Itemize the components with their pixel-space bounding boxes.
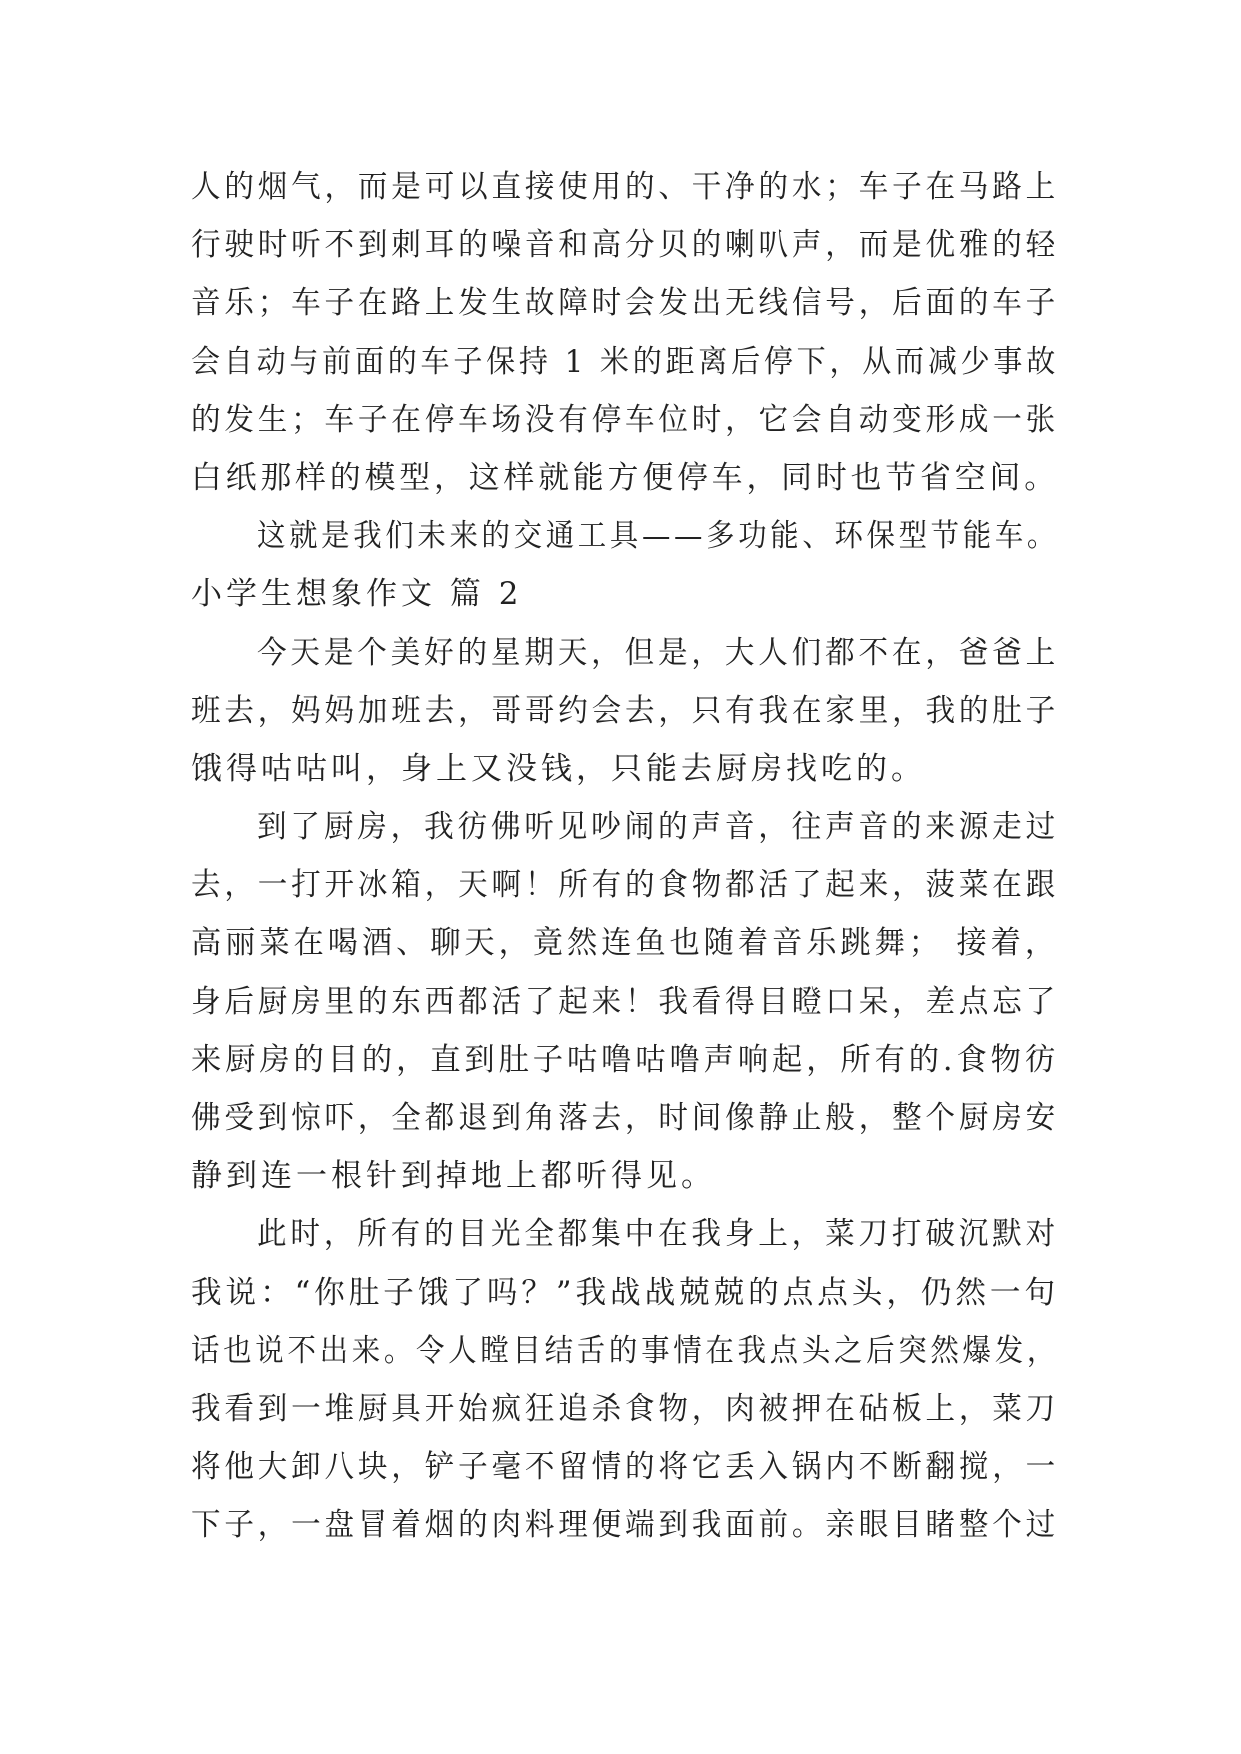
text-line: 我看到一堆厨具开始疯狂追杀食物，肉被押在砧板上，菜刀 (191, 1390, 1059, 1427)
paragraph-start-line: 到了厨房，我彷佛听见吵闹的声音，往声音的来源走过 (257, 809, 1059, 846)
text-line: 去，一打开冰箱，天啊！所有的食物都活了起来，菠菜在跟 (191, 867, 1059, 904)
text-line: 行驶时听不到刺耳的噪音和高分贝的喇叭声，而是优雅的轻 (191, 227, 1059, 264)
text-line: 的发生；车子在停车场没有停车位时，它会自动变形成一张 (191, 401, 1059, 438)
text-line: 静到连一根针到掉地上都听得见。 (191, 1158, 716, 1195)
text-line: 人的烟气，而是可以直接使用的、干净的水；车子在马路上 (191, 169, 1059, 205)
text-line: 下子，一盘冒着烟的肉料理便端到我面前。亲眼目睹整个过 (191, 1507, 1059, 1544)
document-body (191, 158, 1059, 1555)
text-line: 话也说不出来。令人瞠目结舌的事情在我点头之后突然爆发， (191, 1332, 1059, 1369)
text-line: 白纸那样的模型，这样就能方便停车，同时也节省空间。 (191, 459, 1059, 496)
text-line: 身后厨房里的东西都活了起来！我看得目瞪口呆，差点忘了 (191, 983, 1059, 1020)
paragraph-start-line: 此时，所有的目光全都集中在我身上，菜刀打破沉默对 (257, 1216, 1059, 1253)
text-line: 班去，妈妈加班去，哥哥约会去，只有我在家里，我的肚子 (191, 692, 1059, 729)
text-line: 佛受到惊吓，全都退到角落去，时间像静止般，整个厨房安 (191, 1100, 1059, 1136)
text-line: 我说：“你肚子饿了吗？”我战战兢兢的点点头，仍然一句 (191, 1274, 1059, 1311)
paragraph-start-line: 今天是个美好的星期天，但是，大人们都不在，爸爸上 (257, 634, 1059, 671)
text-line: 高丽菜在喝酒、聊天，竟然连鱼也随着音乐跳舞； 接着， (191, 925, 1059, 962)
text-line: 音乐；车子在路上发生故障时会发出无线信号，后面的车子 (191, 285, 1059, 322)
text-line: 来厨房的目的，直到肚子咕噜咕噜声响起，所有的.食物彷 (191, 1041, 1059, 1078)
text-line: 饿得咕咕叫，身上又没钱，只能去厨房找吃的。 (191, 750, 926, 787)
text-line: 会自动与前面的车子保持 1 米的距离后停下，从而减少事故 (191, 343, 1059, 380)
section-heading: 小学生想象作文 篇 2 (191, 576, 523, 613)
text-line: 将他大卸八块，铲子毫不留情的将它丢入锅内不断翻搅，一 (191, 1449, 1059, 1486)
paragraph-start-line: 这就是我们未来的交通工具——多功能、环保型节能车。 (257, 518, 1059, 555)
